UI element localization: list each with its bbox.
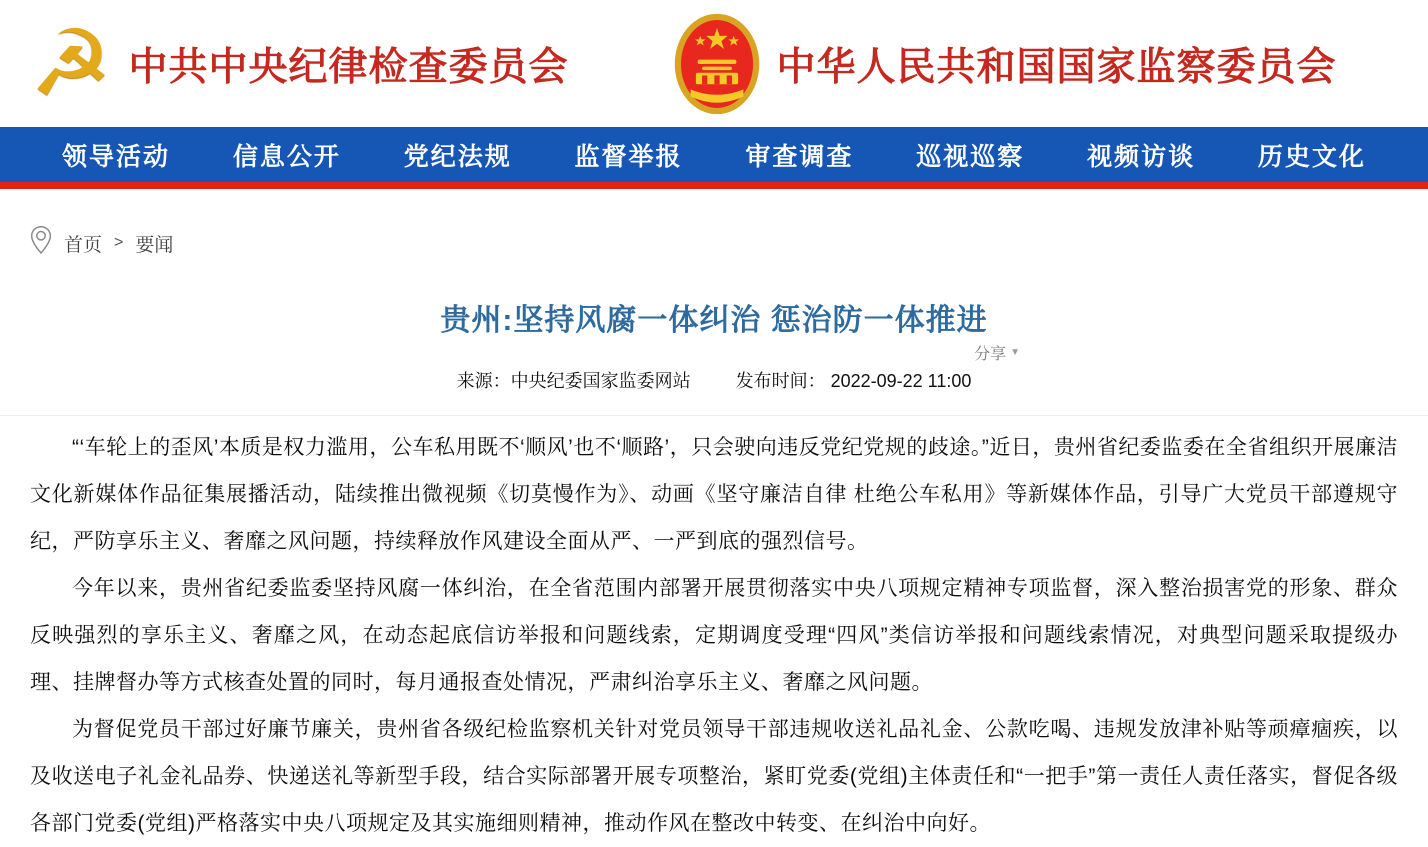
nav-item-info-disclosure[interactable]: 信息公开 <box>232 143 341 171</box>
source-value: 中央纪委国家监委网站 <box>510 371 691 391</box>
publish-time-label: 发布时间： <box>735 371 826 391</box>
article-paragraph: 为督促党员干部过好廉节廉关，贵州省各级纪检监察机关针对党员领导干部违规收送礼品礼金、公款吃喝、违规发放津补贴等顽瘴痼疾，以及收送电子礼金礼品券、快递送礼等新型手段，结合实际部署开展专项整治，紧盯党委(党组)主体责任和“一把手”第一责任人责任落实，督促各级各部门党委(党组)严格落实中央八项规定及其实施细则精神，推动作风在整改中转变、在纠治中向好。 <box>30 718 1398 835</box>
ccdi-logo-link[interactable] <box>30 9 569 117</box>
ccdi-org-name: 中共中央纪律检查委员会 <box>128 45 569 89</box>
chevron-down-icon: ▼ <box>1010 347 1020 358</box>
breadcrumb <box>30 225 1428 261</box>
site-header <box>0 0 1428 127</box>
nav-item-leader-activities[interactable]: 领导活动 <box>62 143 171 171</box>
nsc-logo-link[interactable] <box>673 12 1337 116</box>
main-nav <box>0 127 1428 182</box>
nsc-org-name: 中华人民共和国国家监察委员会 <box>776 45 1337 89</box>
breadcrumb-home-link[interactable]: 首页 <box>64 234 103 256</box>
article-paragraph: “‘车轮上的歪风’本质是权力滥用，公车私用既不‘顺风’也不‘顺路’，只会驶向违反党纪党规的歧途。”近日，贵州省纪委监委在全省组织开展廉洁文化新媒体作品征集展播活动，陆续推出微视频《切莫慢作为》、动画《坚守廉洁自律 杜绝公车私用》等新媒体作品，引导广大党员干部遵规守纪，严防享乐主义、奢靡之风问题，持续释放作风建设全面从严、一严到底的强烈信号。 <box>30 436 1398 553</box>
national-emblem-icon <box>673 12 761 116</box>
breadcrumb-current-link[interactable]: 要闻 <box>135 234 174 256</box>
nav-item-history-culture[interactable]: 历史文化 <box>1257 143 1366 171</box>
nav-item-supervision-report[interactable]: 监督举报 <box>574 143 683 171</box>
nav-item-review-investigation[interactable]: 审查调查 <box>745 143 854 171</box>
breadcrumb-separator: > <box>114 234 124 251</box>
nav-item-inspection-tours[interactable]: 巡视巡察 <box>916 143 1025 171</box>
location-pin-icon <box>30 225 52 261</box>
share-label: 分享 <box>974 346 1007 363</box>
source-label: 来源： <box>456 371 511 391</box>
nav-item-video-interviews[interactable]: 视频访谈 <box>1087 143 1196 171</box>
page-title: 贵州:坚持风腐一体纠治 惩治防一体推进 <box>440 304 988 337</box>
article-paragraph: 今年以来，贵州省纪委监委坚持风腐一体纠治，在全省范围内部署开展贯彻落实中央八项规定精神专项监督，深入整治损害党的形象、群众反映强烈的享乐主义、奢靡之风，在动态起底信访举报和问题线索，定期调度受理“四风”类信访举报和问题线索情况，对典型问题采取提级办理、挂牌督办等方式核查处置的同时，每月通报查处情况，严肃纠治享乐主义、奢靡之风问题。 <box>30 577 1398 694</box>
publish-time-value: 2022-09-22 11:00 <box>830 371 972 391</box>
publish-time-field <box>736 371 972 391</box>
party-emblem-icon: ☭ <box>30 9 113 117</box>
nav-item-party-regulations[interactable]: 党纪法规 <box>403 143 512 171</box>
article-meta <box>0 346 1428 393</box>
red-stripe <box>0 182 1428 189</box>
source-field <box>457 371 691 391</box>
share-button[interactable] <box>974 341 1020 364</box>
article-body <box>0 416 1428 847</box>
